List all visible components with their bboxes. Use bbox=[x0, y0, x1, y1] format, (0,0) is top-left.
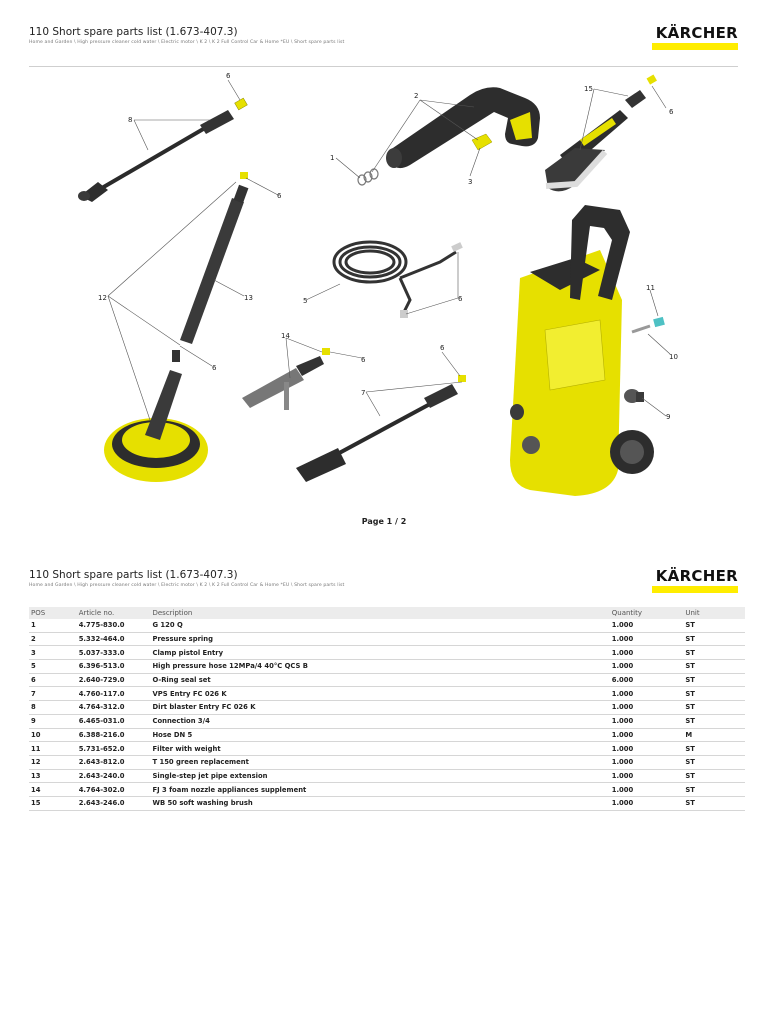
table-row bbox=[29, 755, 745, 769]
callout-6: 6 bbox=[212, 364, 217, 372]
cell-quantity: 1.000 bbox=[610, 796, 684, 810]
callout-14: 14 bbox=[281, 332, 290, 340]
callout-6: 6 bbox=[669, 108, 674, 116]
part-jet-pipe-extension bbox=[180, 172, 248, 344]
cell-unit: ST bbox=[683, 619, 745, 632]
part-hose-dn5 bbox=[632, 326, 650, 332]
cell-unit: ST bbox=[683, 783, 745, 797]
cell-article-no: 6.388-216.0 bbox=[77, 728, 151, 742]
exploded-parts-diagram bbox=[0, 60, 768, 510]
callout-12: 12 bbox=[98, 294, 107, 302]
table-row bbox=[29, 728, 745, 742]
callout-2: 2 bbox=[414, 92, 419, 100]
callout-3: 3 bbox=[468, 178, 473, 186]
page-header bbox=[29, 569, 738, 610]
cell-quantity: 6.000 bbox=[610, 673, 684, 687]
callout-15: 15 bbox=[584, 85, 593, 93]
callout-10: 10 bbox=[669, 353, 678, 361]
part-vps-lance bbox=[296, 375, 466, 482]
cell-article-no: 6.396-513.0 bbox=[77, 660, 151, 674]
cell-quantity: 1.000 bbox=[610, 783, 684, 797]
cell-unit: ST bbox=[683, 632, 745, 646]
cell-quantity: 1.000 bbox=[610, 728, 684, 742]
cell-article-no: 2.643-240.0 bbox=[77, 769, 151, 783]
cell-quantity: 1.000 bbox=[610, 769, 684, 783]
callout-6: 6 bbox=[361, 356, 366, 364]
cell-description: WB 50 soft washing brush bbox=[150, 796, 609, 810]
cell-quantity: 1.000 bbox=[610, 687, 684, 701]
callout-1: 1 bbox=[330, 154, 335, 162]
breadcrumb: Home and Garden \ High pressure cleaner cold water \ Electric motor \ K 2 \ K 2 Full Control Car & Home *EU \ Short spare parts list bbox=[29, 40, 345, 45]
cell-unit: ST bbox=[683, 755, 745, 769]
part-dirt-blaster bbox=[78, 98, 247, 202]
logo-wordmark: KÄRCHER bbox=[655, 24, 738, 42]
cell-pos: 9 bbox=[29, 714, 77, 728]
cell-description: Clamp pistol Entry bbox=[150, 646, 609, 660]
cell-pos: 5 bbox=[29, 660, 77, 674]
cell-article-no: 5.731-652.0 bbox=[77, 742, 151, 756]
cell-quantity: 1.000 bbox=[610, 714, 684, 728]
cell-pos: 12 bbox=[29, 755, 77, 769]
cell-pos: 3 bbox=[29, 646, 77, 660]
cell-unit: ST bbox=[683, 796, 745, 810]
logo-yellow-bar bbox=[652, 43, 738, 50]
cell-description: G 120 Q bbox=[150, 619, 609, 632]
cell-article-no: 6.465-031.0 bbox=[77, 714, 151, 728]
part-high-pressure-hose bbox=[334, 242, 463, 318]
page-number: Page 1 / 2 bbox=[361, 517, 407, 526]
part-clamp bbox=[472, 134, 492, 150]
cell-article-no: 5.037-333.0 bbox=[77, 646, 151, 660]
cell-pos: 13 bbox=[29, 769, 77, 783]
cell-description: Hose DN 5 bbox=[150, 728, 609, 742]
table-row bbox=[29, 632, 745, 646]
part-washing-brush bbox=[545, 75, 657, 192]
cell-article-no: 2.640-729.0 bbox=[77, 673, 151, 687]
table-row bbox=[29, 783, 745, 797]
column-header-quantity: Quantity bbox=[610, 607, 684, 619]
cell-pos: 1 bbox=[29, 619, 77, 632]
cell-pos: 14 bbox=[29, 783, 77, 797]
column-header-pos: POS bbox=[29, 607, 77, 619]
spare-parts-table bbox=[29, 607, 745, 811]
part-filter bbox=[653, 317, 665, 327]
cell-description: O-Ring seal set bbox=[150, 673, 609, 687]
column-header-description: Description bbox=[150, 607, 609, 619]
cell-description: VPS Entry FC 026 K bbox=[150, 687, 609, 701]
table-row bbox=[29, 673, 745, 687]
table-row bbox=[29, 769, 745, 783]
table-row bbox=[29, 660, 745, 674]
callout-6: 6 bbox=[458, 295, 463, 303]
part-spray-gun bbox=[386, 87, 540, 168]
callout-5: 5 bbox=[303, 297, 308, 305]
logo-wordmark: KÄRCHER bbox=[655, 567, 738, 585]
callout-6: 6 bbox=[277, 192, 282, 200]
cell-unit: ST bbox=[683, 769, 745, 783]
callout-8: 8 bbox=[128, 116, 133, 124]
cell-description: Pressure spring bbox=[150, 632, 609, 646]
column-header-article: Article no. bbox=[77, 607, 151, 619]
part-connection bbox=[624, 389, 644, 403]
table-row bbox=[29, 619, 745, 632]
cell-article-no: 2.643-246.0 bbox=[77, 796, 151, 810]
cell-unit: ST bbox=[683, 673, 745, 687]
cell-pos: 6 bbox=[29, 673, 77, 687]
cell-article-no: 4.764-312.0 bbox=[77, 701, 151, 715]
table-row bbox=[29, 796, 745, 810]
karcher-logo bbox=[652, 567, 738, 595]
cell-article-no: 4.764-302.0 bbox=[77, 783, 151, 797]
cell-quantity: 1.000 bbox=[610, 755, 684, 769]
column-header-unit: Unit bbox=[683, 607, 745, 619]
part-foam-nozzle bbox=[242, 348, 330, 410]
logo-yellow-bar bbox=[652, 586, 738, 593]
cell-pos: 7 bbox=[29, 687, 77, 701]
cell-pos: 10 bbox=[29, 728, 77, 742]
table-row bbox=[29, 687, 745, 701]
cell-description: Dirt blaster Entry FC 026 K bbox=[150, 701, 609, 715]
karcher-logo bbox=[652, 24, 738, 52]
cell-pos: 8 bbox=[29, 701, 77, 715]
callout-6: 6 bbox=[226, 72, 231, 80]
breadcrumb: Home and Garden \ High pressure cleaner cold water \ Electric motor \ K 2 \ K 2 Full Control Car & Home *EU \ Short spare parts list bbox=[29, 583, 345, 588]
cell-unit: ST bbox=[683, 687, 745, 701]
cell-pos: 15 bbox=[29, 796, 77, 810]
cell-description: T 150 green replacement bbox=[150, 755, 609, 769]
table-row bbox=[29, 714, 745, 728]
table-row bbox=[29, 701, 745, 715]
cell-unit: ST bbox=[683, 660, 745, 674]
cell-unit: ST bbox=[683, 714, 745, 728]
cell-description: High pressure hose 12MPa/4 40°C QCS B bbox=[150, 660, 609, 674]
cell-pos: 2 bbox=[29, 632, 77, 646]
pressure-washer-unit bbox=[510, 205, 654, 496]
callout-11: 11 bbox=[646, 284, 655, 292]
callout-9: 9 bbox=[666, 413, 671, 421]
cell-description: Filter with weight bbox=[150, 742, 609, 756]
cell-pos: 11 bbox=[29, 742, 77, 756]
cell-article-no: 4.775-830.0 bbox=[77, 619, 151, 632]
cell-article-no: 4.760-117.0 bbox=[77, 687, 151, 701]
cell-article-no: 2.643-812.0 bbox=[77, 755, 151, 769]
document-title: 110 Short spare parts list (1.673-407.3) bbox=[29, 569, 238, 581]
table-row bbox=[29, 646, 745, 660]
cell-quantity: 1.000 bbox=[610, 742, 684, 756]
cell-article-no: 5.332-464.0 bbox=[77, 632, 151, 646]
cell-description: FJ 3 foam nozzle appliances supplement bbox=[150, 783, 609, 797]
callout-13: 13 bbox=[244, 294, 253, 302]
cell-quantity: 1.000 bbox=[610, 660, 684, 674]
cell-quantity: 1.000 bbox=[610, 646, 684, 660]
table-row bbox=[29, 742, 745, 756]
callout-7: 7 bbox=[361, 389, 366, 397]
cell-quantity: 1.000 bbox=[610, 701, 684, 715]
cell-quantity: 1.000 bbox=[610, 632, 684, 646]
callout-6: 6 bbox=[440, 344, 445, 352]
cell-unit: ST bbox=[683, 742, 745, 756]
cell-unit: M bbox=[683, 728, 745, 742]
document-title: 110 Short spare parts list (1.673-407.3) bbox=[29, 26, 238, 38]
part-pressure-spring bbox=[358, 169, 378, 185]
cell-quantity: 1.000 bbox=[610, 619, 684, 632]
part-surface-cleaner bbox=[104, 350, 208, 482]
cell-description: Connection 3/4 bbox=[150, 714, 609, 728]
cell-unit: ST bbox=[683, 701, 745, 715]
table-header-row bbox=[29, 607, 745, 619]
cell-description: Single-step jet pipe extension bbox=[150, 769, 609, 783]
cell-unit: ST bbox=[683, 646, 745, 660]
table-body bbox=[29, 619, 745, 810]
